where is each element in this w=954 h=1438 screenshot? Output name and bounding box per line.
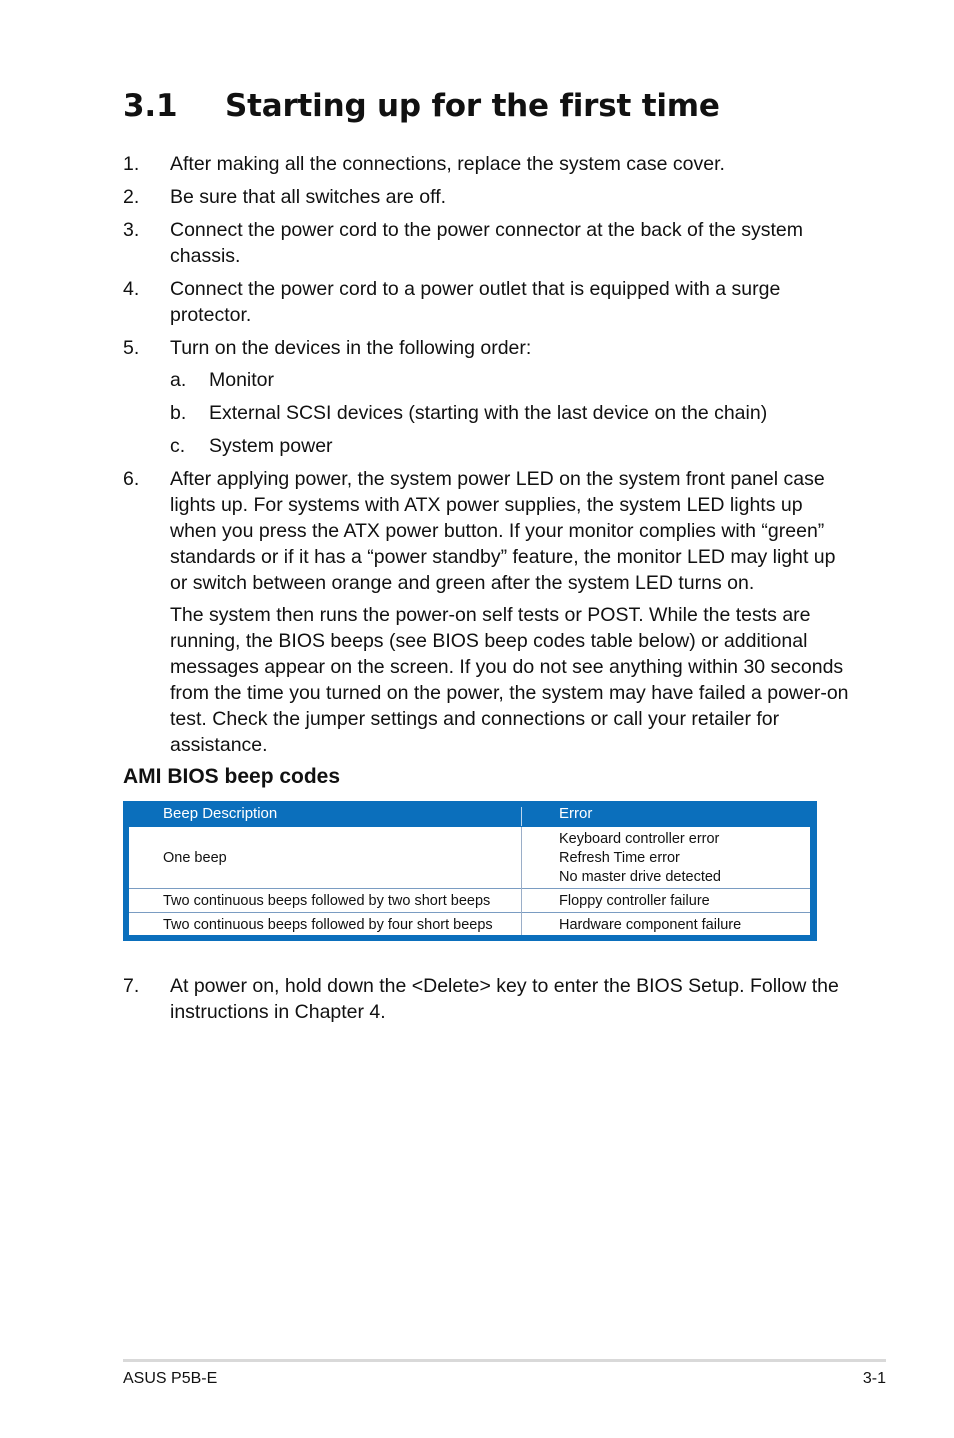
step-number: 7. — [123, 975, 140, 997]
row-divider — [129, 912, 810, 913]
row-3-error: Hardware component failure — [559, 917, 742, 933]
step-number: 5. — [123, 337, 140, 359]
step-number: 4. — [123, 278, 140, 300]
step-text: After making all the connections, replace the system case cover. — [170, 153, 725, 175]
substep-letter: a. — [170, 369, 187, 391]
step-text: Connect the power cord to the power connector at the back of the system chassis. — [170, 219, 804, 267]
row-1-error-2: Refresh Time error — [559, 850, 680, 866]
step-number: 2. — [123, 186, 140, 208]
section-heading — [123, 88, 720, 124]
step-text: Connect the power cord to a power outlet that is equipped with a surge protector. — [170, 278, 781, 326]
post-paragraph: The system then runs the power-on self tests or POST. While the tests are running, the BIOS beeps (see BIOS beep codes table below) or additional messages appear on the screen. If you do not see anything within 30 seconds from the time you turned on the power, the system may have failed a power-on test. Check the jumper settings and connections or call your retailer for assistance. — [170, 604, 849, 756]
substep-text: External SCSI devices (starting with the last device on the chain) — [209, 402, 768, 424]
beep-codes-heading: AMI BIOS beep codes — [123, 765, 341, 788]
footer-page-number: 3-1 — [862, 1370, 886, 1387]
row-2-description: Two continuous beeps followed by two short beeps — [163, 893, 491, 909]
row-1-error-3: No master drive detected — [559, 869, 721, 885]
step-number: 6. — [123, 468, 140, 490]
row-2-error: Floppy controller failure — [559, 893, 710, 909]
header-beep-description: Beep Description — [163, 805, 278, 822]
header-error: Error — [559, 805, 593, 822]
section-title: Starting up for the first time — [225, 88, 720, 124]
footer-product: ASUS P5B-E — [123, 1370, 218, 1387]
substep-text: System power — [209, 435, 333, 457]
substep-text: Monitor — [209, 369, 275, 391]
section-number: 3.1 — [123, 88, 178, 124]
step-number: 1. — [123, 153, 140, 175]
footer-rule — [123, 1359, 886, 1362]
step-text: After applying power, the system power LED on the system front panel case lights up. For systems with ATX power supplies, the system LED lights up when you press the ATX power button. If your monitor complies with “green” standards or if it has a “power standby” feature, the monitor LED may light up or switch between orange and green after the system LED turns on. — [170, 468, 836, 594]
step-number: 3. — [123, 219, 140, 241]
step-text: At power on, hold down the <Delete> key to enter the BIOS Setup. Follow the instructions in Chapter 4. — [170, 975, 839, 1023]
substep-letter: c. — [170, 435, 186, 457]
row-divider — [129, 888, 810, 889]
substep-letter: b. — [170, 402, 187, 424]
header-divider — [521, 807, 522, 826]
row-1-error-1: Keyboard controller error — [559, 831, 720, 847]
row-1-description: One beep — [163, 850, 227, 866]
step-text: Be sure that all switches are off. — [170, 186, 447, 208]
row-3-description: Two continuous beeps followed by four short beeps — [163, 917, 493, 933]
column-divider — [521, 827, 522, 935]
step-text: Turn on the devices in the following order: — [170, 337, 532, 359]
